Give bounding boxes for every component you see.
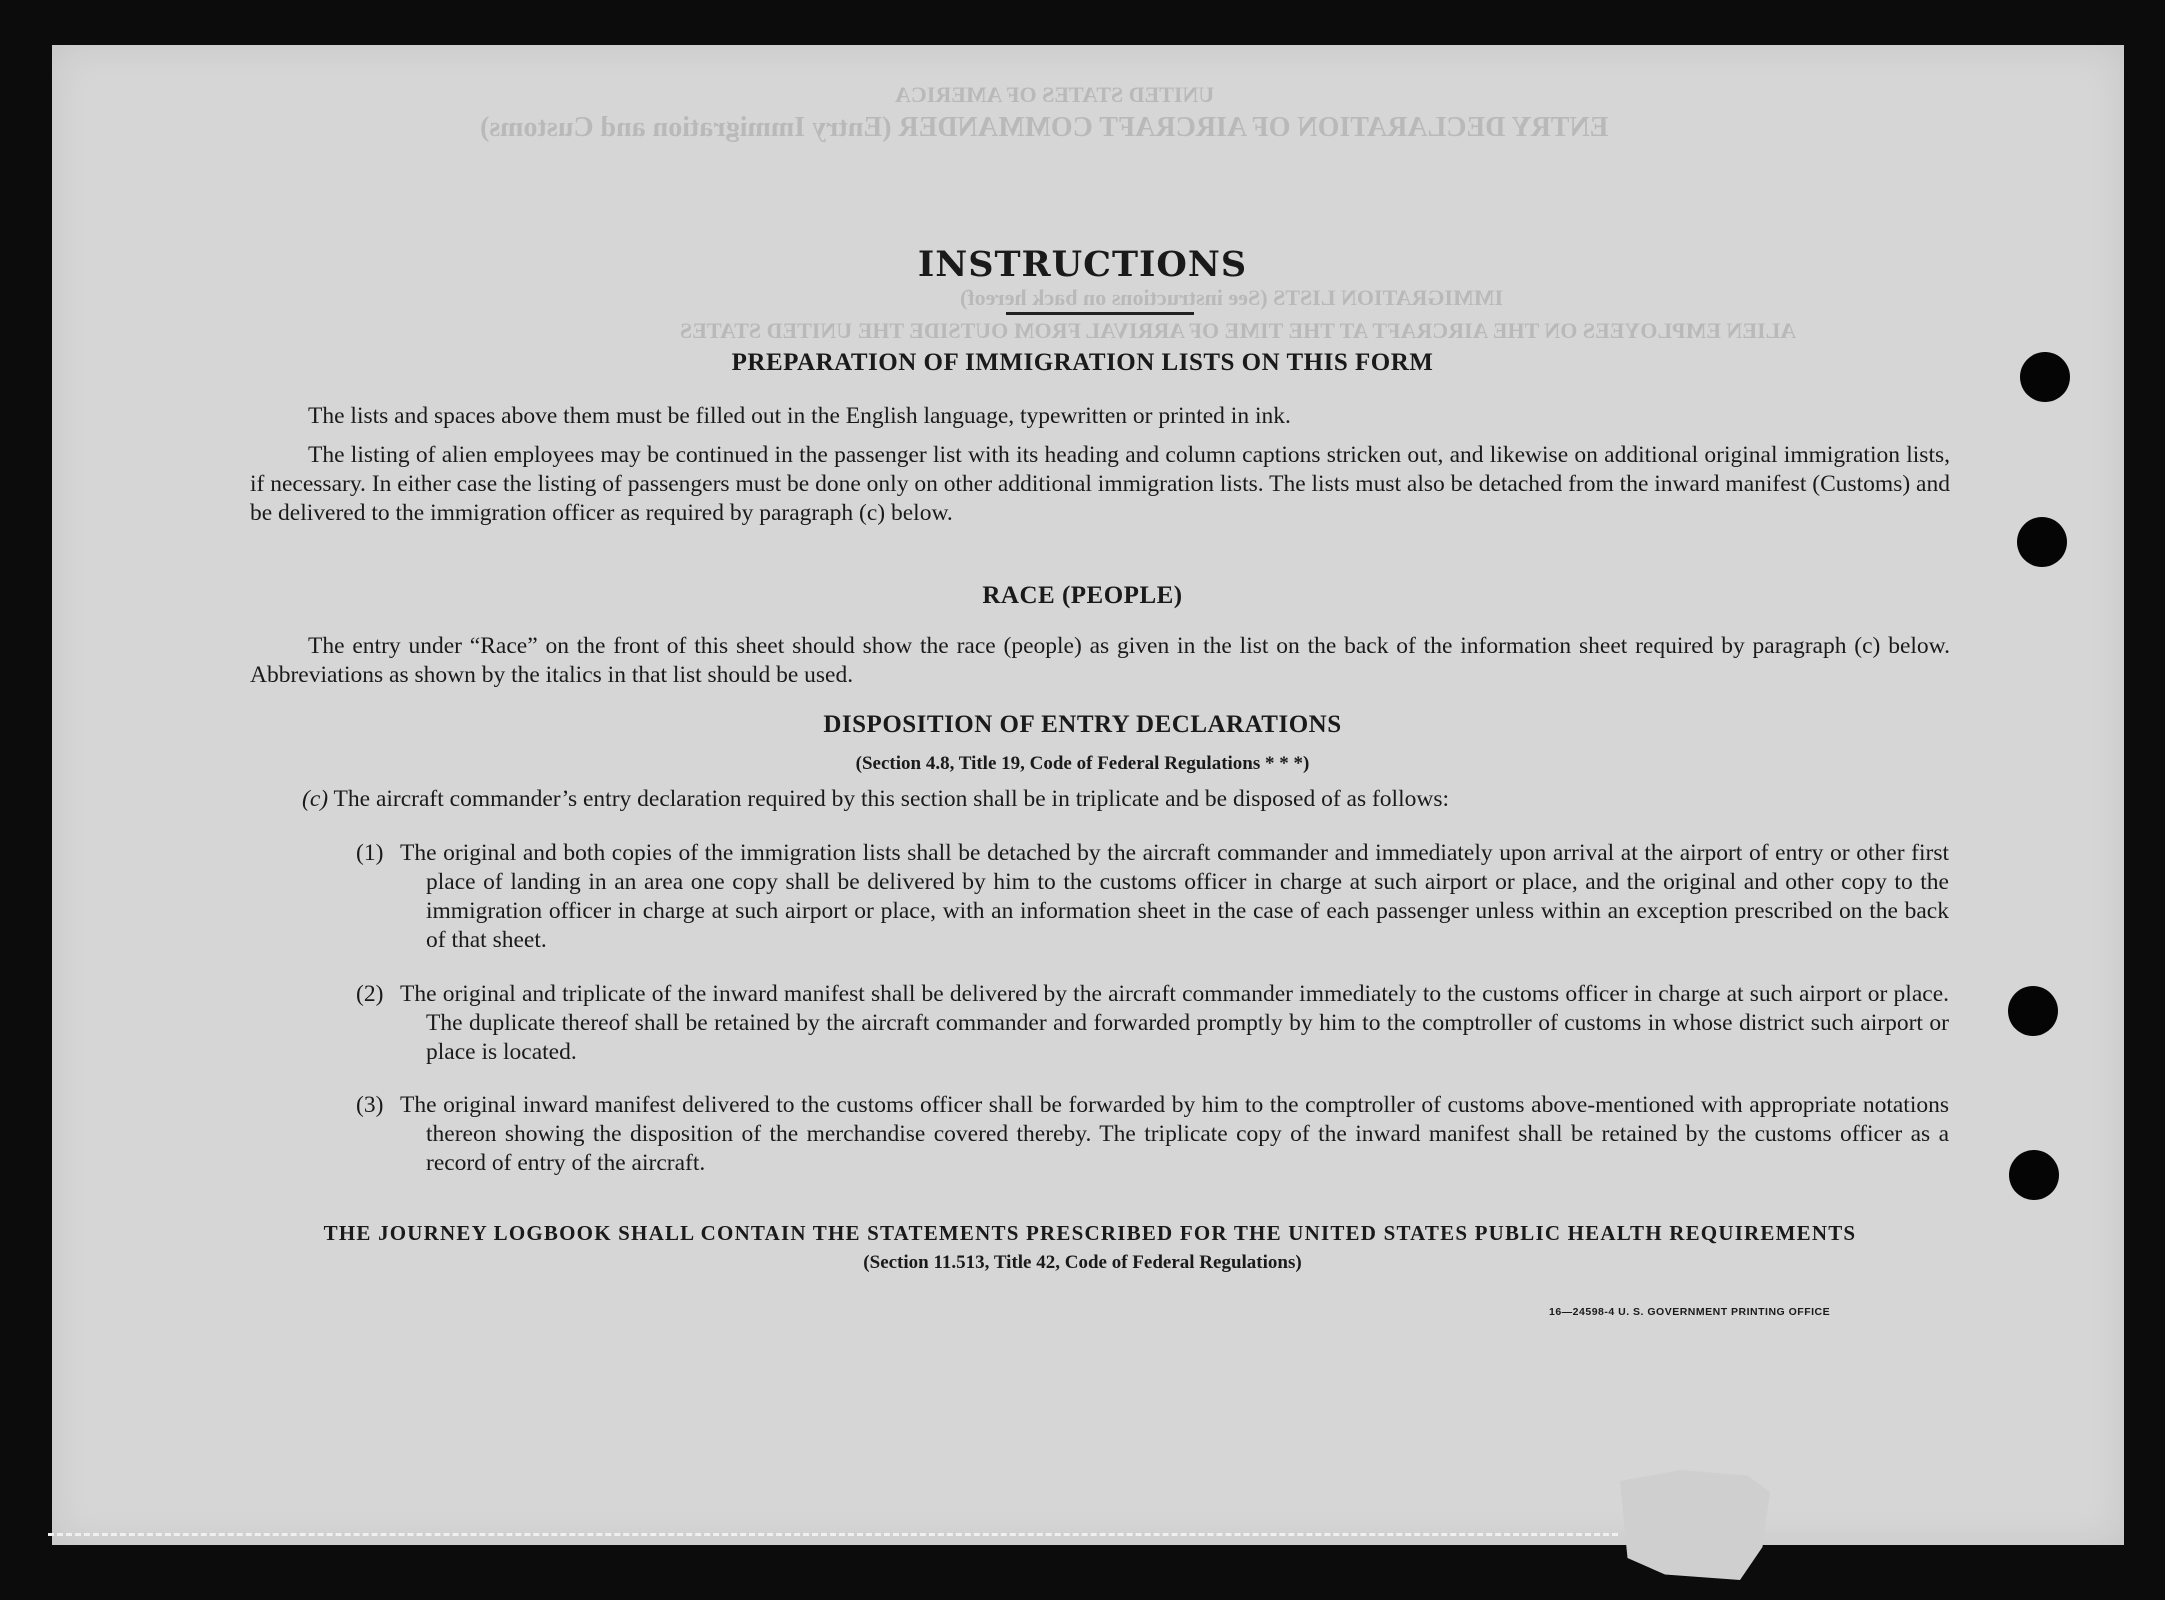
page-title: INSTRUCTIONS: [917, 244, 1248, 285]
title-underline: [1006, 312, 1194, 315]
printing-office-code: 16—24598-4 U. S. GOVERNMENT PRINTING OFFICE: [1549, 1306, 1831, 1318]
perforation-line: [48, 1533, 1618, 1536]
public-health-statement: THE JOURNEY LOGBOOK SHALL CONTAIN THE STATEMENTS PRESCRIBED FOR THE UNITED STATES PUBLIC HEALTH REQUIREMENTS: [323, 1221, 1857, 1245]
bleed-through-line-1: UNITED STATES OF AMERICA: [895, 82, 1215, 107]
preparation-paragraph-1: The lists and spaces above them must be filled out in the English language, typewritten or printed in ink.: [308, 403, 1291, 429]
item-text: The original inward manifest delivered to the customs officer shall be forwarded by him to the comptroller of customs above-mentioned with appropriate notations thereon showing the disposition of the merchandise covered thereby. The triplicate copy of the inward manifest shall be retained by the customs officer as a record of entry of the aircraft.: [400, 1092, 1949, 1176]
disposition-item-3: [356, 1091, 1949, 1178]
item-number: (2): [356, 981, 384, 1007]
public-health-citation: (Section 11.513, Title 42, Code of Federal Regulations): [863, 1252, 1302, 1273]
item-text: The original and triplicate of the inward manifest shall be delivered by the aircraft commander immediately to the customs officer in charge at such airport or place. The duplicate thereof shall be retained by the aircraft commander and forwarded promptly by him to the comptroller of customs in whose district such airport or place is located.: [400, 981, 1949, 1065]
item-number: (3): [356, 1092, 384, 1118]
preparation-heading: PREPARATION OF IMMIGRATION LISTS ON THIS FORM: [731, 349, 1434, 376]
race-heading: RACE (PEOPLE): [982, 582, 1183, 609]
disposition-item-1: [356, 839, 1949, 955]
disposition-citation: (Section 4.8, Title 19, Code of Federal Regulations * * *): [855, 753, 1310, 774]
paragraph-marker: (c): [302, 786, 329, 812]
disposition-item-2: [356, 980, 1949, 1067]
disposition-heading: DISPOSITION OF ENTRY DECLARATIONS: [823, 711, 1342, 738]
item-number: (1): [356, 840, 384, 866]
bleed-through-line-2: ENTRY DECLARATION OF AIRCRAFT COMMANDER (Entry Immigration and Customs): [480, 112, 1609, 143]
bleed-through-line-3: IMMIGRATION LISTS (See instructions on back hereof): [960, 285, 1504, 310]
race-paragraph: The entry under “Race” on the front of this sheet should show the race (people) as given in the list on the back of the information sheet required by paragraph (c) below. Abbreviations as shown by the italics in that list should be used.: [250, 633, 1950, 688]
bleed-through-line-4: ALIEN EMPLOYEES ON THE AIRCRAFT AT THE TIME OF ARRIVAL FROM OUTSIDE THE UNITED STATES: [680, 318, 1797, 343]
preparation-paragraph-2: The listing of alien employees may be continued in the passenger list with its heading and column captions stricken out, and likewise on additional original immigration lists, if necessary. In either case the listing of passengers must be done only on other additional immigration lists. The lists must also be detached from the inward manifest (Customs) and be delivered to the immigration officer as required by paragraph (c) below.: [250, 442, 1950, 526]
lead-text: The aircraft commander’s entry declaration required by this section shall be in triplicate and be disposed of as follows:: [333, 786, 1450, 812]
item-text: The original and both copies of the immigration lists shall be detached by the aircraft commander and immediately upon arrival at the airport of entry or other first place of landing in an area one copy shall be delivered by him to the customs officer in charge at such airport or place, and the original and other copy to the immigration officer in charge at such airport or place, with an information sheet in the case of each passenger unless within an exception prescribed on the back of that sheet.: [400, 840, 1949, 953]
disposition-lead: [302, 785, 2002, 814]
